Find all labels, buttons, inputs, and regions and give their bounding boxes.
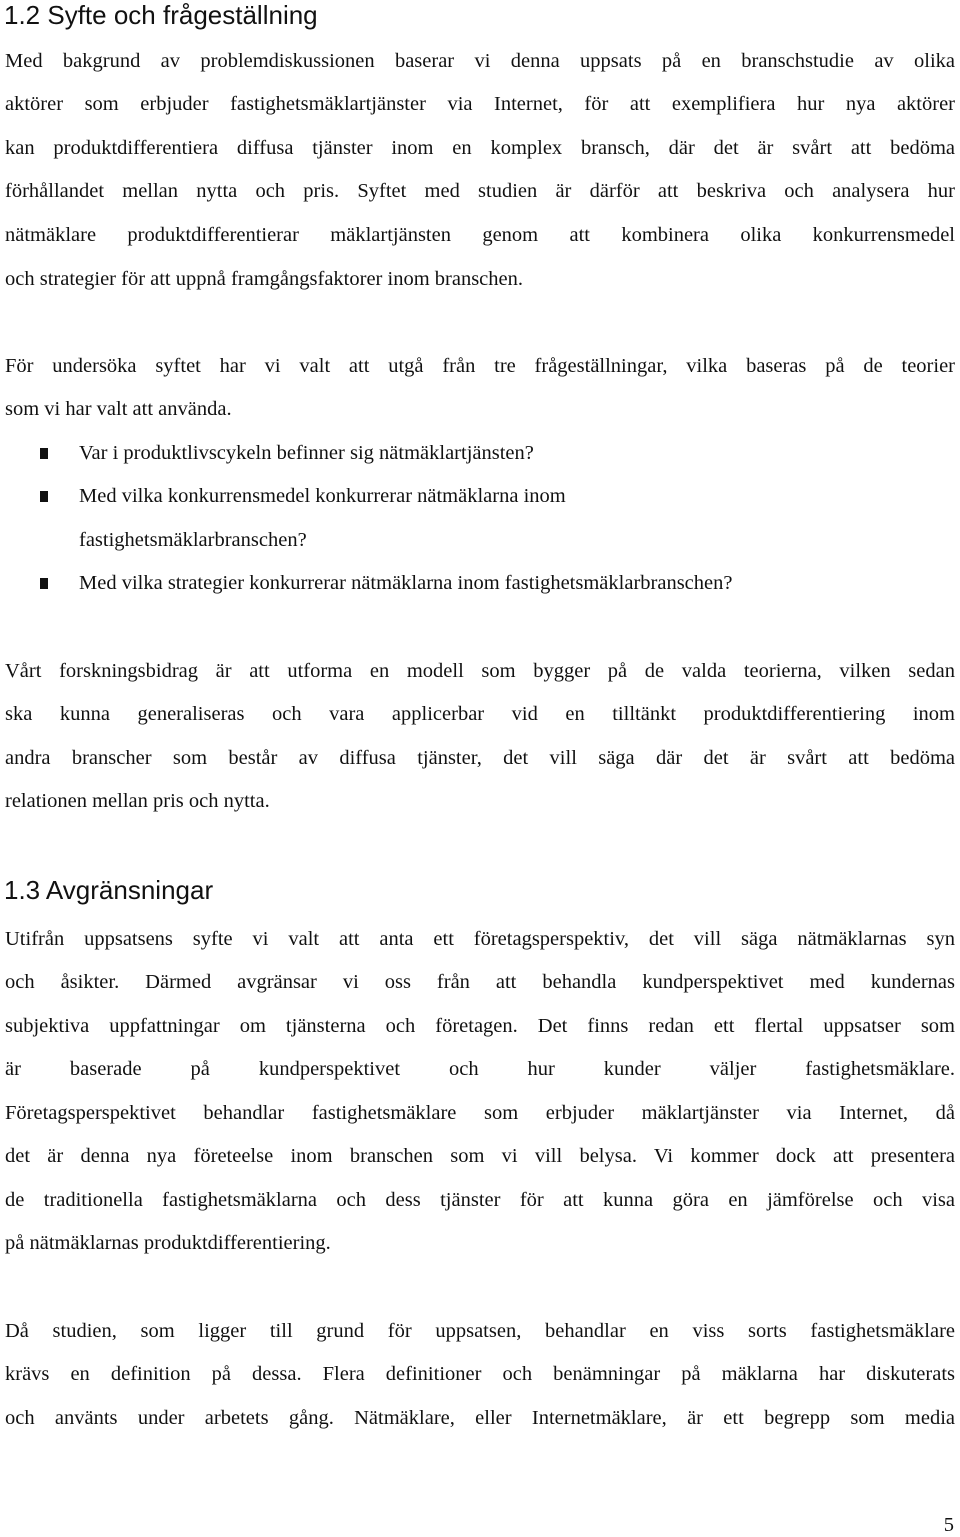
list-item-continuation: fastighetsmäklarbranschen?: [79, 529, 307, 551]
text-line: kan produktdifferentiera diffusa tjänster inom en komplex bransch, där det är svårt att bedöma: [5, 137, 955, 159]
text-line: nätmäklare produktdifferentierar mäklartjänsten genom att kombinera olika konkurrensmedel: [5, 224, 955, 246]
list-item: Med vilka strategier konkurrerar nätmäklarna inom fastighetsmäklarbranschen?: [79, 572, 733, 594]
text-line: och åsikter. Därmed avgränsar vi oss från att behandla kundperspektivet med kundernas: [5, 971, 955, 993]
text-line: Utifrån uppsatsens syfte vi valt att anta ett företagsperspektiv, det vill säga nätmäklarnas syn: [5, 928, 955, 950]
text-line: ska kunna generaliseras och vara applicerbar vid en tilltänkt produktdifferentiering inom: [5, 703, 955, 725]
text-line: och strategier för att uppnå framgångsfaktorer inom branschen.: [5, 268, 523, 290]
text-line: För undersöka syftet har vi valt att utgå från tre frågeställningar, vilka baseras på de teorier: [5, 355, 955, 377]
text-line: förhållandet mellan nytta och pris. Syftet med studien är därför att beskriva och analysera hur: [5, 180, 955, 202]
text-line: det är denna nya företeelse inom branschen som vi vill belysa. Vi kommer dock att presentera: [5, 1145, 955, 1167]
text-line: de traditionella fastighetsmäklarna och dess tjänster för att kunna göra en jämförelse och visa: [5, 1189, 955, 1211]
text-line: Då studien, som ligger till grund för uppsatsen, behandlar en viss sorts fastighetsmäklare: [5, 1320, 955, 1342]
square-bullet-icon: [40, 448, 48, 459]
text-line: subjektiva uppfattningar om tjänsterna och företagen. Det finns redan ett flertal uppsatser som: [5, 1015, 955, 1037]
text-line: Vårt forskningsbidrag är att utforma en modell som bygger på de valda teorierna, vilken sedan: [5, 660, 955, 682]
text-line: krävs en definition på dessa. Flera definitioner och benämningar på mäklarna har diskuterats: [5, 1363, 955, 1385]
text-line: är baserade på kundperspektivet och hur kunder väljer fastighetsmäklare.: [5, 1058, 955, 1080]
text-line: Med bakgrund av problemdiskussionen baserar vi denna uppsats på en branschstudie av olika: [5, 50, 955, 72]
text-line: andra branscher som består av diffusa tjänster, det vill säga där det är svårt att bedöma: [5, 747, 955, 769]
text-line: relationen mellan pris och nytta.: [5, 790, 270, 812]
section-heading-avgransningar: 1.3 Avgränsningar: [4, 875, 214, 905]
text-line: på nätmäklarnas produktdifferentiering.: [5, 1232, 331, 1254]
text-line: Företagsperspektivet behandlar fastighetsmäklare som erbjuder mäklartjänster via Internet, då: [5, 1102, 955, 1124]
text-line: som vi har valt att använda.: [5, 398, 232, 420]
text-line: och använts under arbetets gång. Nätmäklare, eller Internetmäklare, är ett begrepp som media: [5, 1407, 955, 1429]
list-item: Var i produktlivscykeln befinner sig nätmäklartjänsten?: [79, 442, 534, 464]
page-number: 5: [943, 1514, 954, 1536]
square-bullet-icon: [40, 491, 48, 502]
square-bullet-icon: [40, 578, 48, 589]
section-heading-syfte: 1.2 Syfte och frågeställning: [4, 0, 318, 30]
list-item: Med vilka konkurrensmedel konkurrerar nätmäklarna inom: [79, 485, 566, 507]
text-line: aktörer som erbjuder fastighetsmäklartjänster via Internet, för att exemplifiera hur nya aktörer: [5, 93, 955, 115]
